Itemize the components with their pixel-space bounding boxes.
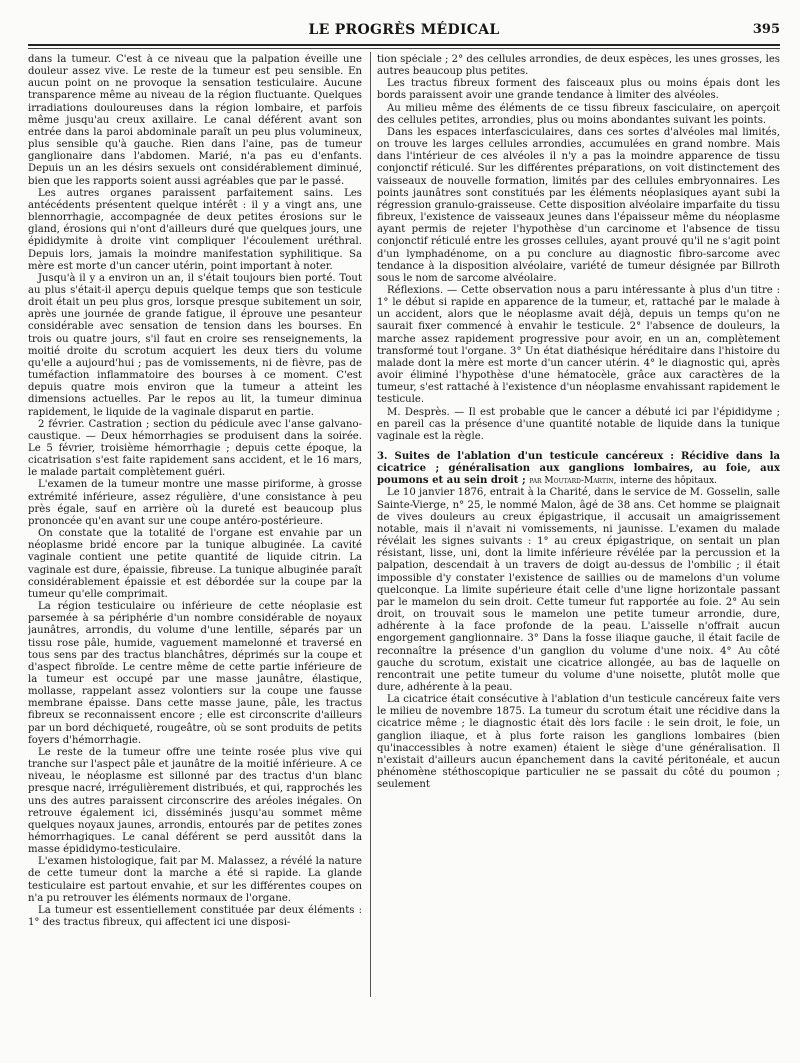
paragraph: Le 10 janvier 1876, entrait à la Charité, dans le service de M. Gosselin, salle Sainte-Vierge, n° 25, le nommé Malon, âgé de 38 ans. Cet homme se plaignait de vives douleurs au creux épigastrique, il accusait un amaigrissement notable, mais il n'avait ni vomissements, ni jaunisse. L'examen du malade révélait les signes suivants : 1° au creux épigastrique, on sentait un plan résistant, lisse, uni, dont la limite inférieure révélée par la percussion et la palpation, descendait à un travers de doigt au-dessus de l'ombilic ; il était impossible d'y constater l'existence de saillies ou de mamelons d'un volume quelconque. La limite supérieure était celle d'une ligne horizontale passant par le mamelon du sein droit. Cette tumeur fut rapportée au foie. 2° Au sein droit, on trouvait sous le mamelon une petite tumeur arrondie, dure, adhérente à la face profonde de la peau. L'aisselle n'offrait aucun engorgement ganglionnaire. 3° Dans la fosse iliaque gauche, il était facile de reconnaître la présence d'un ganglion du volume d'une noix. 4° Au côté gauche du scrotum, existait une cicatrice allongée, au bas de laquelle on rencontrait une petite tumeur du volume d'une noisette, plutôt molle que dure, adhérente à la peau.: [377, 487, 780, 693]
author-role: interne des hôpitaux.: [619, 476, 718, 487]
paragraph: La région testiculaire ou inférieure de cette néoplasie est parsemée à sa périphérie d'un nombre considérable de noyaux jaunâtres, arrondis, du volume d'une lentille, séparés par un tissu rose pâle, humide, vaguement mamelonné et traversé en tous sens par des tractus blanchâtres, déprimés sur la coupe et d'aspect fibroïde. Le centre même de cette partie inférieure de la tumeur est occupé par une masse jaunâtre, élastique, mollasse, rappelant assez volontiers sur la coupe une fausse membrane épaisse. Dans cette masse jaune, pâle, les tractus fibreux se reconnaissent encore ; elle est circonscrite d'ailleurs par un bord déchiqueté, rougeâtre, où se sont produits de petits foyers d'hémorrhagie.: [28, 601, 362, 746]
header-rule: [28, 44, 780, 46]
paragraph: dans la tumeur. C'est à ce niveau que la palpation éveille une douleur assez vive. Le reste de la tumeur est peu sensible. En aucun point on ne provoque la sensation testiculaire. Aucune transparence même au niveau de la région fluctuante. Quelques irradiations douloureuses dans la région lombaire, et parfois même jusqu'au creux axillaire. Le canal déférent avant son entrée dans la paroi abdominale paraît un peu plus volumineux, plus sensible qu'à gauche. Rien dans l'aine, pas de tumeur ganglionaire dans l'abdomen. Marié, n'a pas eu d'enfants. Depuis un an les désirs sexuels ont considérablement diminué, bien que les rapports soient aussi agréables que par le passé.: [28, 54, 362, 187]
paragraph: Réflexions. — Cette observation nous a paru intéressante à plus d'un titre : 1° le début si rapide en apparence de la tumeur, et, rattaché par le malade à un accident, alors que le néoplasme avait déjà, depuis un temps qu'on ne saurait fixer commencé à envahir le testicule. 2° l'absence de douleurs, la marche assez rapidement progressive pour avoir, en un an, complètement transformé tout l'organe. 3° Un état diathésique héréditaire dans l'histoire du malade dont la mère est morte d'un cancer utérin. 4° le diagnostic qui, après avoir éliminé l'hypothèse d'une hématocèle, grâce aux caractères de la tumeur, s'est rattaché à l'existence d'un néoplasme envahissant rapidement le testicule.: [377, 284, 780, 406]
page-number: 395: [752, 22, 780, 37]
journal-title: LE PROGRÈS MÉDICAL: [308, 22, 500, 38]
section-title: 3. Suites de l'ablation d'un testicule cancéreux : Récidive dans la cicatrice ; généralisation aux ganglions lombaires, au foie, aux poumons et au sein droit ;: [377, 451, 780, 487]
paragraph: La cicatrice était consécutive à l'ablation d'un testicule cancéreux faite vers le milieu de novembre 1875. La tumeur du scrotum était une récidive dans la cicatrice même ; le diagnostic était dès lors facile : le sein droit, le foie, un ganglion iliaque, et à plus forte raison les ganglions lombaires (bien qu'inaccessibles à notre examen) étaient le siège d'une généralisation. Il n'existait d'ailleurs aucun épanchement dans la cavité péritonéale, et aucun phénomène stéthoscopique particulier ne se passait du côté du poumon ; seulement: [377, 694, 780, 791]
left-column: [28, 54, 362, 998]
paragraph: 2 février. Castration ; section du pédicule avec l'anse galvano-caustique. — Deux hémorrhagies se produisent dans la soirée. Le 5 février, troisième hémorrhagie ; depuis cette époque, la cicatrisation s'est faite rapidement sans accident, et le 16 mars, le malade partait complètement guéri.: [28, 418, 362, 479]
paragraph: On constate que la totalité de l'organe est envahie par un néoplasme bridé encore par la tunique albuginée. La cavité vaginale contient une petite quantité de liquide citrin. La vaginale est dure, épaissie, fibreuse. La tunique albuginée paraît considérablement épaissie et est débordée sur la coupe par la tumeur qu'elle comprimait.: [28, 528, 362, 600]
page-header: [28, 22, 780, 44]
column-separator: [370, 52, 371, 997]
paragraph: Dans les espaces interfasciculaires, dans ces sortes d'alvéoles mal limités, on trouve les larges cellules arrondies, accumulées en grand nombre. Mais dans l'intérieur de ces alvéoles il n'y a pas la moindre apparence de tissu conjonctif réticulé. Sur les différentes préparations, on voit distinctement des vaisseaux de nouvelle formation, limités par des cellules embryonnaires. Les points jaunâtres sont constitués par les éléments néoplasiques ayant subi la régression granulo-graisseuse. Cette disposition alvéolaire imparfaite du tissu fibreux, l'existence de vaisseaux jeunes dans l'épaisseur même du néoplasme ayant permis de rejeter l'hypothèse d'un carcinome et l'absence de tissu conjonctif réticulé entre les grosses cellules, ayant prouvé qu'il ne s'agit point d'un lymphadénome, on a pu conclure au diagnostic fibro-sarcome avec tendance à la disposition alvéolaire, variété de tumeur désignée par Billroth sous le nom de sarcome alvéolaire.: [377, 126, 780, 284]
section-heading: [377, 451, 780, 487]
section-byline: par Moutard-Martin,: [529, 476, 617, 487]
paragraph: Au milieu même des éléments de ce tissu fibreux fasciculaire, on aperçoit des cellules petites, arrondies, plus ou moins abondantes suivant les points.: [377, 102, 780, 126]
paragraph: L'examen de la tumeur montre une masse piriforme, à grosse extrémité inférieure, assez régulière, d'une consistance à peu près égale, sauf en arrière où la dureté est beaucoup plus prononcée qu'en avant sur une coupe antéro-postérieure.: [28, 479, 362, 527]
paragraph: Les tractus fibreux forment des faisceaux plus ou moins épais dont les bords paraissent avoir une grande tendance à limiter des alvéoles.: [377, 78, 780, 102]
paragraph: Jusqu'à il y a environ un an, il s'était toujours bien porté. Tout au plus s'était-il aperçu depuis quelque temps que son testicule droit était un peu plus gros, lorsque presque subitement un soir, après une journée de grande fatigue, il éprouve une pesanteur considérable avec sensation de tension dans les bourses. En trois ou quatre jours, s'il faut en croire ses renseignements, la moitié droite du scrotum acquiert les deux tiers du volume qu'elle a aujourd'hui ; pas de vomissements, ni de fièvre, pas de tuméfaction inflammatoire des bourses à ce moment. C'est depuis quatre mois environ que la tumeur a atteint les dimensions actuelles. Par le repos au lit, la tumeur diminua rapidement, le liquide de la vaginale disparut en partie.: [28, 272, 362, 418]
paragraph: tion spéciale ; 2° des cellules arrondies, de deux espèces, les unes grosses, les autres beaucoup plus petites.: [377, 54, 780, 78]
paragraph: Le reste de la tumeur offre une teinte rosée plus vive qui tranche sur l'aspect pâle et jaunâtre de la moitié inférieure. A ce niveau, le néoplasme est sillonné par des tractus d'un blanc presque nacré, irrégulièrement distribués, et qui, rapprochés les uns des autres paraissent circonscrire des aréoles inégales. On retrouve également ici, disséminés jusqu'au sommet même quelques noyaux jaunes, arrondis, entourés par de petites zones hémorrhagiques. Le canal déférent se perd aussitôt dans la masse épididymo-testiculaire.: [28, 746, 362, 856]
paragraph: L'examen histologique, fait par M. Malassez, a révélé la nature de cette tumeur dont la marche a été si rapide. La glande testiculaire est partout envahie, et sur les différentes coupes on n'a pu retrouver les éléments normaux de l'organe.: [28, 856, 362, 904]
header-rule-thin: [28, 48, 780, 49]
paragraph: M. Desprès. — Il est probable que le cancer a débuté ici par l'épididyme ; en pareil cas la présence d'une quantité notable de liquide dans la tunique vaginale est la règle.: [377, 406, 780, 442]
paragraph: La tumeur est essentiellement constituée par deux éléments : 1° des tractus fibreux, qui affectent ici une disposi-: [28, 904, 362, 929]
paragraph: Les autres organes paraissent parfaitement sains. Les antécédents présentent quelque intérêt : il y a vingt ans, une blennorrhagie, accompagnée de deux petites érosions sur le gland, érosions qui n'ont d'ailleurs duré que quelques jours, une épididymite à droite vint compliquer l'écoulement uréthral. Depuis lors, jamais la moindre manifestation syphilitique. Sa mère est morte d'un cancer utérin, point important à noter.: [28, 187, 362, 272]
right-column: [377, 54, 780, 998]
